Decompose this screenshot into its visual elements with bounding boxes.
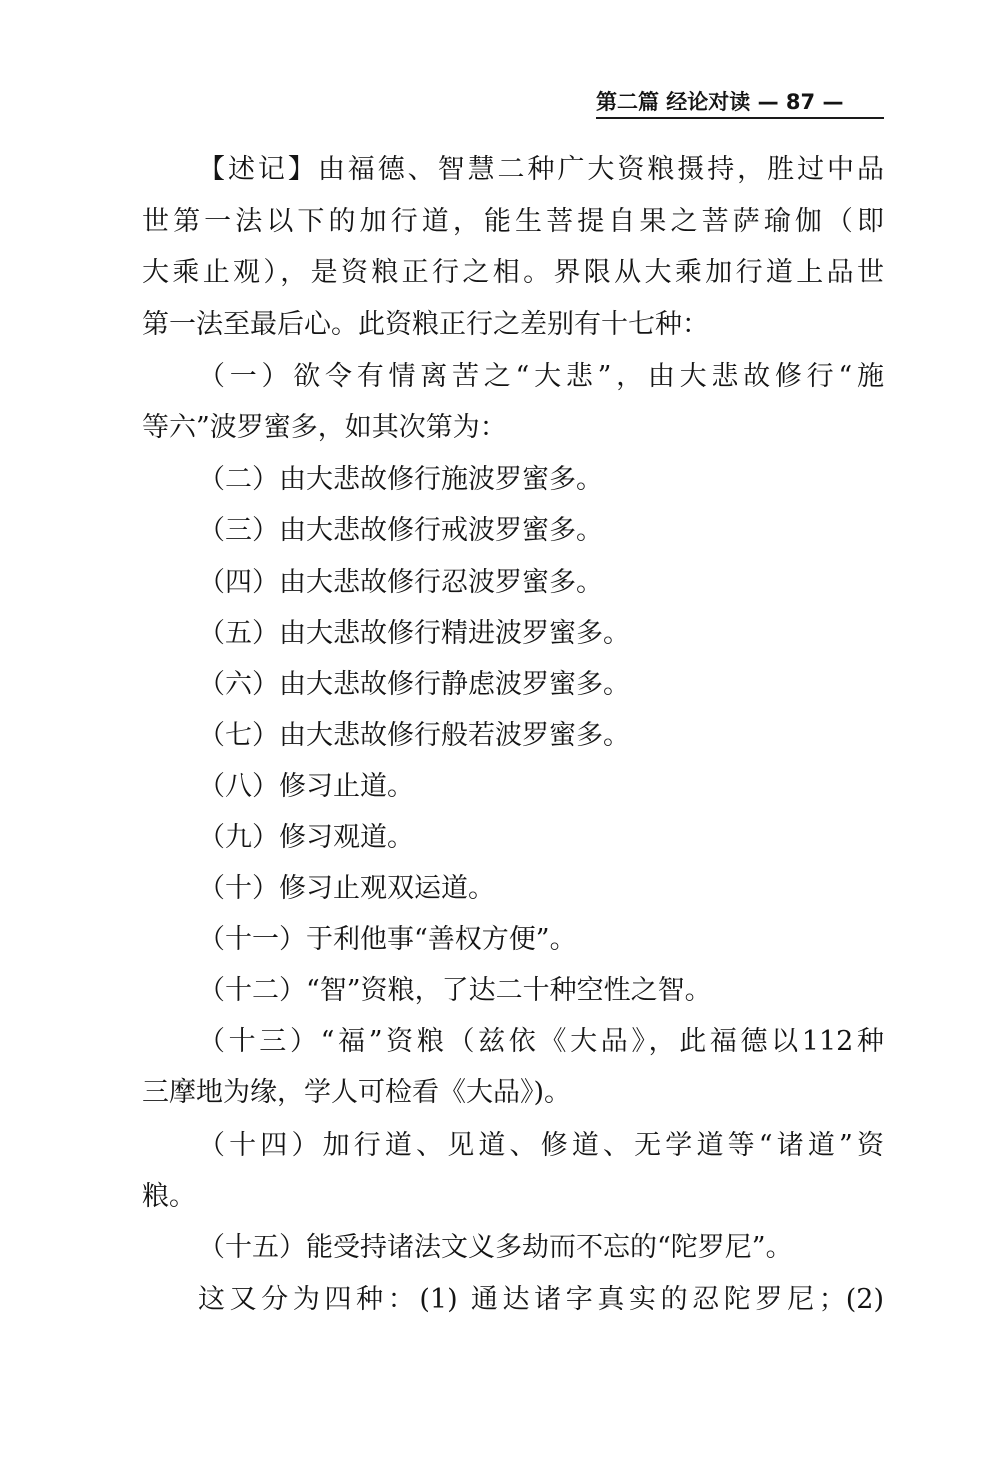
header-rule: [596, 117, 884, 119]
list-item: （十二）“智”资粮，了达二十种空性之智。: [198, 975, 712, 1006]
text-line: 等六”波罗蜜多，如其次第为：: [142, 412, 507, 443]
list-item: （十五）能受持诸法文义多劫而不忘的“陀罗尼”。: [198, 1232, 793, 1263]
list-item: （十）修习止观双运道。: [198, 873, 495, 904]
list-item: （十一）于利他事“善权方便”。: [198, 924, 577, 955]
running-header: 第二篇 经论对读 — 87 —: [596, 90, 844, 114]
list-item: （十三）“福”资粮（兹依《大品》，此福德以112种: [198, 1026, 884, 1057]
text-line: 世第一法以下的加行道，能生菩提自果之菩萨瑜伽（即: [142, 206, 884, 237]
list-item: （七）由大悲故修行般若波罗蜜多。: [198, 720, 630, 751]
text-line: 第一法至最后心。此资粮正行之差别有十七种：: [142, 309, 709, 340]
list-item: （十四）加行道、见道、修道、无学道等“诸道”资: [198, 1130, 884, 1161]
text-line: 大乘止观），是资粮正行之相。界限从大乘加行道上品世: [142, 257, 884, 288]
list-item: （八）修习止道。: [198, 771, 414, 802]
list-item: （三）由大悲故修行戒波罗蜜多。: [198, 515, 603, 546]
list-item: （六）由大悲故修行静虑波罗蜜多。: [198, 669, 630, 700]
list-item: （五）由大悲故修行精进波罗蜜多。: [198, 618, 630, 649]
text-line: （一）欲令有情离苦之“大悲”，由大悲故修行“施: [198, 361, 884, 392]
text-line: 粮。: [142, 1181, 196, 1212]
list-item: （九）修习观道。: [198, 822, 414, 853]
text-line: 【述记】由福德、智慧二种广大资粮摄持，胜过中品: [198, 154, 884, 185]
text-line: 这又分为四种：(1) 通达诸字真实的忍陀罗尼；(2): [198, 1284, 884, 1315]
list-item: （四）由大悲故修行忍波罗蜜多。: [198, 567, 603, 598]
list-item: （二）由大悲故修行施波罗蜜多。: [198, 464, 603, 495]
text-line: 三摩地为缘，学人可检看《大品》)。: [142, 1077, 572, 1108]
